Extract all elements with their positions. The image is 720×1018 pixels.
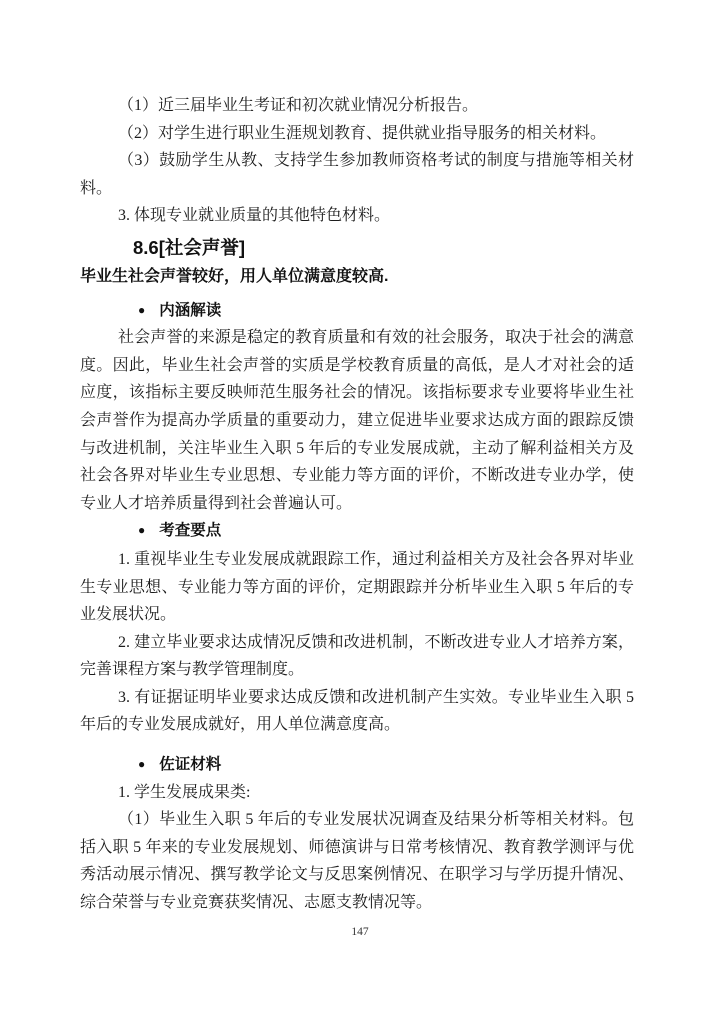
key-points-label: 考查要点 — [159, 522, 222, 540]
evidence-heading — [138, 751, 634, 779]
evidence-label: 佐证材料 — [159, 756, 222, 774]
key-points-heading — [138, 517, 634, 545]
section-heading: 8.6[社会声誉] — [133, 236, 246, 258]
connotation-label: 内涵解读 — [159, 301, 222, 319]
bullet-icon: ● — [138, 523, 146, 538]
page-content — [80, 92, 634, 917]
key-point-item-3: 3. 有证据证明毕业要求达成反馈和改进机制产生实效。专业毕业生入职 5 年后的专业发展成就好，用人单位满意度高。 — [80, 688, 634, 734]
key-points-list — [80, 546, 634, 739]
key-point-item-1: 1. 重视毕业生专业发展成就跟踪工作，通过利益相关方及社会各界对毕业生专业思想、专业能力等方面的评价，定期跟踪并分析毕业生入职 5 年后的专业发展状况。 — [80, 550, 634, 624]
intro-item-4: 3. 体现专业就业质量的其他特色材料。 — [118, 207, 391, 225]
intro-item-1: （1）近三届毕业生考证和初次就业情况分析报告。 — [118, 97, 479, 114]
evidence-body: （1）毕业生入职 5 年后的专业发展状况调查及结果分析等相关材料。包括入职 5 年来的专业发展规划、师德演讲与日常考核情况、教育教学测评与优秀活动展示情况、撰写教学论文与反思案例情况、在职学习与学历提升情况、综合荣誉与专业竞赛获奖情况、志愿支教情况等。 — [80, 811, 634, 912]
intro-item-2: （2）对学生进行职业生涯规划教育、提供就业指导服务的相关材料。 — [118, 124, 607, 142]
bullet-icon: ● — [138, 302, 146, 317]
section-subtitle: 毕业生社会声誉较好，用人单位满意度较高. — [80, 267, 389, 285]
intro-item-3: （3）鼓励学生从教、支持学生参加教师资格考试的制度与措施等相关材料。 — [80, 152, 634, 197]
page-number: 147 — [351, 926, 369, 938]
bullet-icon: ● — [138, 757, 146, 772]
evidence-category: 1. 学生发展成果类: — [118, 783, 251, 801]
connotation-body: 社会声誉的来源是稳定的教育质量和有效的社会服务，取决于社会的满意度。因此，毕业生社会声誉的实质是学校教育质量的高低，是人才对社会的适应度，该指标主要反映师范生服务社会的情况。该指标要求专业要将毕业生社会声誉作为提高办学质量的重要动力，建立促进毕业要求达成方面的跟踪反馈与改进机制，关注毕业生入职 5 年后的专业发展成就，主动了解利益相关方及社会各界对毕业生专业思想、专业能力等方面的评价，不断改进专业办学，使专业人才培养质量得到社会普遍认可。 — [80, 329, 634, 512]
key-point-item-2: 2. 建立毕业要求达成情况反馈和改进机制，不断改进专业人才培养方案，完善课程方案与教学管理制度。 — [80, 633, 634, 679]
connotation-heading — [138, 297, 634, 325]
